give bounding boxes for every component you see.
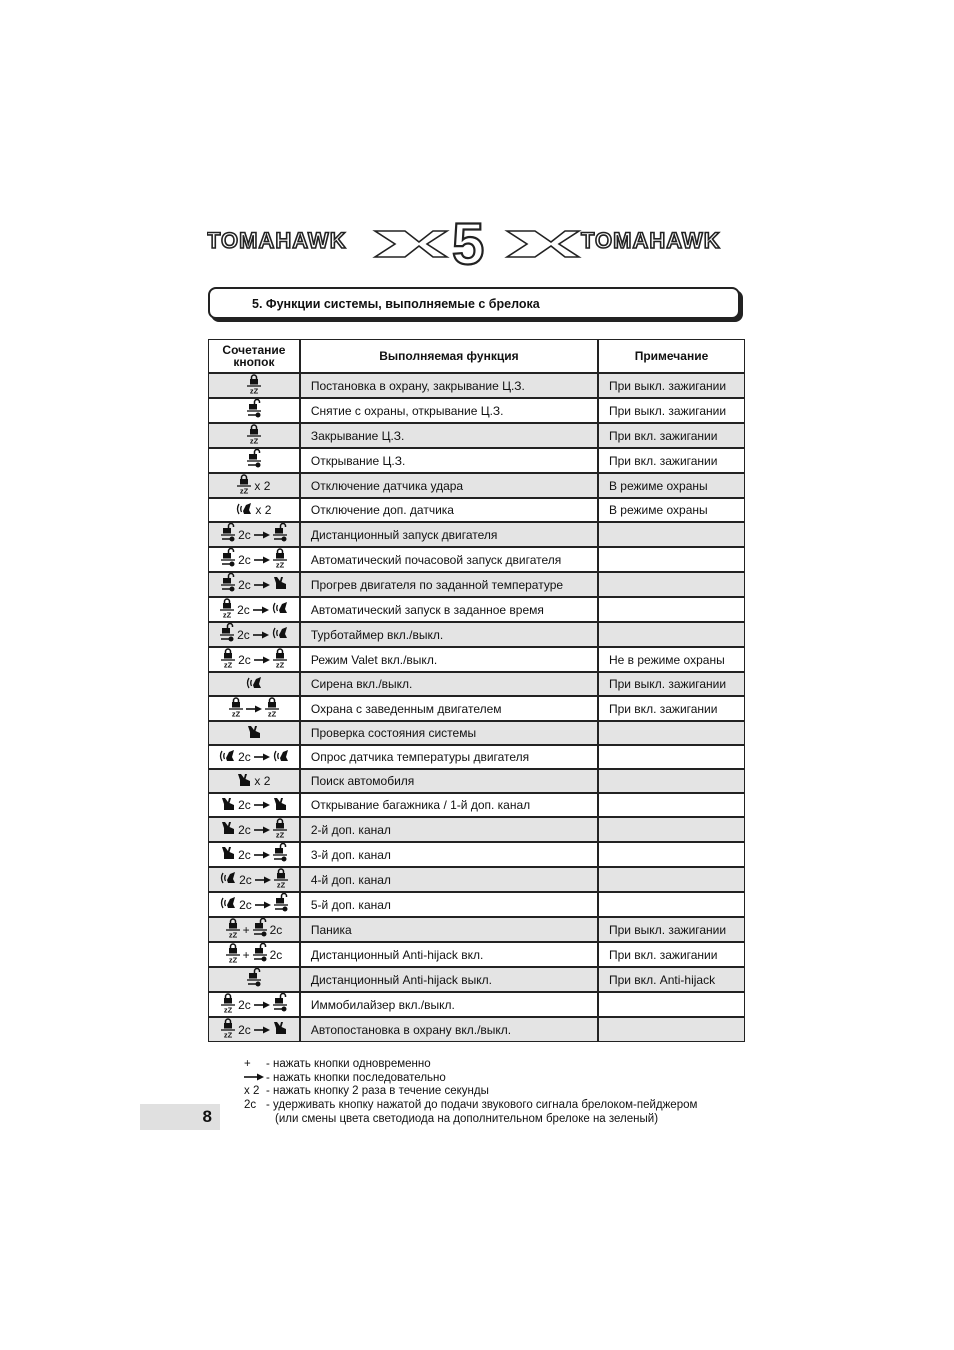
note-cell [598, 992, 745, 1017]
combo-token: + [242, 947, 250, 962]
combo-token: x 2 [254, 774, 271, 788]
note-cell [598, 721, 745, 745]
unlock-key-icon [221, 573, 235, 596]
function-cell: Прогрев двигателя по заданной температуре [300, 572, 598, 597]
combo-token: 2c [238, 798, 251, 812]
legend [244, 1058, 697, 1127]
tomahawk-logo [207, 218, 747, 268]
button-combination-cell [208, 572, 300, 597]
svg-text:zZ: zZ [249, 436, 259, 444]
button-combination-cell [208, 967, 300, 992]
combo-token: 2c [239, 897, 252, 912]
combo-token: x 2 [254, 478, 271, 493]
button-combination-cell [208, 448, 300, 473]
arrow-right-icon [254, 848, 270, 862]
lock-zz-icon [229, 697, 243, 720]
arrow-right-icon [253, 603, 269, 617]
trunk-car-icon [221, 821, 235, 838]
arrow-right-icon [255, 898, 271, 912]
note-cell: При вкл. зажигании [598, 448, 745, 473]
button-combination-cell [208, 793, 300, 817]
note-cell [598, 867, 745, 892]
function-cell: Дистанционный Anti-hijack выкл. [300, 967, 598, 992]
lock-zz-icon [221, 1018, 235, 1041]
legend-arrow-text: - нажать кнопки последовательно [266, 1071, 446, 1084]
button-combination [247, 374, 261, 397]
button-combination-cell [208, 721, 300, 745]
logo-x-left [375, 231, 447, 257]
lock-zz-icon [273, 818, 287, 841]
page-number: 8 [202, 1107, 212, 1126]
legend-x2-symbol: x 2 [244, 1085, 260, 1098]
unlock-key-icon [220, 623, 234, 646]
function-cell: Охрана с заведенным двигателем [300, 696, 598, 721]
table-row [208, 522, 745, 547]
siren-icon [219, 749, 235, 766]
note-cell [598, 842, 745, 867]
note-cell: При выкл. зажигании [598, 398, 745, 423]
arrow-right-icon [253, 628, 269, 642]
svg-text:zZ: zZ [276, 880, 285, 888]
note-cell: При вкл. Anti-hijack [598, 967, 745, 992]
combo-token: 2c [238, 577, 251, 592]
function-cell: 4-й доп. канал [300, 867, 598, 892]
button-combination [221, 648, 287, 671]
svg-text:zZ: zZ [228, 930, 237, 938]
function-cell: Проверка состояния системы [300, 721, 598, 745]
table-row [208, 547, 745, 572]
combo-token: 2c [269, 947, 283, 962]
button-combination [247, 449, 261, 472]
note-cell [598, 769, 745, 793]
arrow-right-icon [254, 998, 270, 1012]
button-combination-cell [208, 817, 300, 842]
lock-zz-icon [274, 868, 288, 891]
combo-token: 2c [269, 922, 283, 937]
function-cell: 2-й доп. канал [300, 817, 598, 842]
svg-text:zZ: zZ [249, 386, 259, 394]
arrow-right-icon [254, 578, 270, 592]
button-combination-cell [208, 745, 300, 769]
table-row [208, 992, 745, 1017]
legend-arrow [244, 1072, 697, 1086]
lock-zz-icon [237, 474, 251, 497]
lock-zz-icon [247, 374, 261, 397]
arrow-right-icon [254, 528, 270, 542]
unlock-key-icon [247, 449, 261, 472]
note-cell: При выкл. зажигании [598, 917, 745, 942]
button-combination [220, 598, 288, 621]
svg-text:zZ: zZ [231, 709, 241, 717]
lock-zz-icon [221, 993, 235, 1016]
legend-hold-text: - удерживать кнопку нажатой до подачи звукового сигнала брелоком-пейджером [266, 1099, 698, 1112]
combo-token: 2c [239, 872, 252, 887]
combo-token: 2c [238, 750, 251, 764]
trunk-car-icon [221, 797, 235, 814]
legend-hold-text-2: (или смены цвета светодиода на дополнительном брелоке на зеленый) [275, 1112, 659, 1125]
button-combination-cell [208, 867, 300, 892]
button-combination [220, 868, 288, 891]
button-combination [247, 399, 261, 422]
function-cell: Дистанционный запуск двигателя [300, 522, 598, 547]
note-cell: При вкл. зажигании [598, 942, 745, 967]
svg-text:zZ: zZ [240, 486, 249, 494]
button-combination-cell [208, 696, 300, 721]
table-body [208, 373, 745, 1042]
arrow-right-icon [244, 1072, 266, 1086]
legend-hold [244, 1099, 697, 1113]
svg-text:zZ: zZ [275, 660, 284, 668]
note-cell: В режиме охраны [598, 498, 745, 522]
trunk-car-icon [273, 797, 287, 814]
combo-token: 2c [238, 527, 251, 542]
table-row [208, 398, 745, 423]
lock-zz-icon [273, 648, 287, 671]
button-combination [221, 993, 287, 1016]
table-row [208, 793, 745, 817]
lock-zz-icon [220, 598, 234, 621]
table-row [208, 817, 745, 842]
header-function: Выполняемая функция [300, 339, 598, 373]
button-combination-cell [208, 547, 300, 572]
button-combination [246, 676, 262, 693]
button-combination-cell [208, 892, 300, 917]
button-combination [221, 573, 287, 596]
lock-zz-icon [226, 943, 240, 966]
button-combination-cell [208, 373, 300, 398]
arrow-right-icon [254, 653, 270, 667]
legend-hold-symbol: 2c [244, 1099, 257, 1112]
button-combination [221, 818, 287, 841]
button-combination-cell [208, 769, 300, 793]
unlock-key-icon [247, 968, 261, 991]
function-cell: Иммобилайзер вкл./выкл. [300, 992, 598, 1017]
trunk-car-icon [273, 1021, 287, 1038]
page-number-tab [140, 1104, 220, 1130]
button-combination [236, 502, 271, 519]
arrow-right-icon [255, 873, 271, 887]
table-row [208, 842, 745, 867]
table-row [208, 696, 745, 721]
button-combination [221, 523, 287, 546]
section-title: 5. Функции системы, выполняемые с брелока [252, 297, 540, 311]
function-cell: Турботаймер вкл./выкл. [300, 622, 598, 647]
arrow-right-icon [254, 823, 270, 837]
function-cell: Открывание Ц.З. [300, 448, 598, 473]
logo-model: 5 [452, 218, 485, 268]
combo-token: 2c [238, 997, 251, 1012]
button-combination [237, 773, 270, 790]
function-cell: Открывание багажника / 1-й доп. канал [300, 793, 598, 817]
combo-token: 2c [238, 822, 251, 837]
svg-text:zZ: zZ [228, 955, 237, 963]
svg-text:zZ: zZ [223, 660, 233, 668]
section-heading-box [208, 287, 740, 319]
header-combo: Сочетание кнопок [208, 339, 300, 373]
button-combination [221, 1018, 287, 1041]
table-row [208, 867, 745, 892]
lock-zz-icon [265, 697, 279, 720]
table-row [208, 745, 745, 769]
lock-zz-icon [247, 424, 261, 447]
button-combination [247, 968, 261, 991]
combo-token: 2c [237, 602, 250, 617]
table-row [208, 672, 745, 696]
button-combination-cell [208, 398, 300, 423]
legend-plus-symbol: + [244, 1058, 251, 1070]
button-combination [226, 943, 283, 966]
logo-brand-right: TOMAHAWK [581, 228, 721, 253]
function-cell: Сирена вкл./выкл. [300, 672, 598, 696]
button-combination-cell [208, 672, 300, 696]
note-cell [598, 793, 745, 817]
arrow-right-icon [254, 553, 270, 567]
combo-token: 2c [238, 652, 251, 667]
lock-zz-icon [226, 918, 240, 941]
lock-zz-icon [221, 648, 235, 671]
function-cell: Опрос датчика температуры двигателя [300, 745, 598, 769]
function-cell: 5-й доп. канал [300, 892, 598, 917]
functions-table [208, 339, 745, 1042]
button-combination-cell [208, 522, 300, 547]
note-cell [598, 817, 745, 842]
table-row [208, 473, 745, 498]
combo-token: 2c [237, 627, 250, 642]
note-cell: Не в режиме охраны [598, 647, 745, 672]
svg-text:zZ: zZ [223, 1005, 233, 1013]
button-combination [229, 697, 279, 720]
table-row [208, 597, 745, 622]
note-cell [598, 622, 745, 647]
note-cell [598, 547, 745, 572]
legend-plus-text: - нажать кнопки одновременно [266, 1058, 431, 1070]
unlock-key-icon [273, 843, 287, 866]
button-combination-cell [208, 1017, 300, 1042]
combo-token: 2c [238, 1022, 251, 1037]
function-cell: 3-й доп. канал [300, 842, 598, 867]
function-cell: Автоматический запуск в заданное время [300, 597, 598, 622]
note-cell: В режиме охраны [598, 473, 745, 498]
lock-zz-icon [273, 548, 287, 571]
unlock-key-icon [221, 523, 235, 546]
arrow-right-icon [254, 750, 270, 764]
combo-token: 2c [238, 552, 251, 567]
unlock-key-icon [221, 548, 235, 571]
trunk-car-icon [247, 725, 261, 742]
table-row [208, 917, 745, 942]
function-cell: Режим Valet вкл./выкл. [300, 647, 598, 672]
table-row [208, 622, 745, 647]
legend-plus [244, 1058, 697, 1072]
trunk-car-icon [237, 773, 251, 790]
button-combination-cell [208, 647, 300, 672]
function-cell: Дистанционный Anti-hijack вкл. [300, 942, 598, 967]
button-combination-cell [208, 992, 300, 1017]
note-cell: При выкл. зажигании [598, 373, 745, 398]
trunk-car-icon [221, 846, 235, 863]
note-cell [598, 597, 745, 622]
svg-text:zZ: zZ [223, 1030, 233, 1038]
siren-icon [220, 896, 236, 913]
note-cell [598, 745, 745, 769]
note-cell [598, 892, 745, 917]
combo-token: 2c [238, 847, 251, 862]
table-row [208, 721, 745, 745]
arrow-right-icon [254, 798, 270, 812]
table-row [208, 373, 745, 398]
unlock-key-icon [274, 893, 288, 916]
combo-token: x 2 [255, 503, 272, 517]
unlock-key-icon [247, 399, 261, 422]
table-row [208, 498, 745, 522]
siren-icon [273, 749, 289, 766]
button-combination [247, 424, 261, 447]
button-combination-cell [208, 842, 300, 867]
table-row [208, 572, 745, 597]
combo-token: + [242, 922, 250, 937]
button-combination-cell [208, 423, 300, 448]
siren-icon [246, 676, 262, 693]
function-cell: Закрывание Ц.З. [300, 423, 598, 448]
function-cell: Автопостановка в охрану вкл./выкл. [300, 1017, 598, 1042]
button-combination-cell [208, 597, 300, 622]
siren-icon [236, 502, 252, 519]
arrow-right-icon [254, 1023, 270, 1037]
note-cell: При выкл. зажигании [598, 672, 745, 696]
arrow-right-icon [246, 702, 262, 716]
siren-icon [272, 626, 288, 643]
logo-brand-left: TOMAHAWK [207, 228, 347, 253]
table-row [208, 448, 745, 473]
trunk-car-icon [273, 576, 287, 593]
button-combination-cell [208, 622, 300, 647]
logo-x-right [507, 231, 579, 257]
note-cell [598, 572, 745, 597]
header-note: Примечание [598, 339, 745, 373]
function-cell: Постановка в охрану, закрывание Ц.З. [300, 373, 598, 398]
unlock-key-icon [253, 918, 267, 941]
svg-text:zZ: zZ [222, 610, 232, 618]
siren-icon [272, 601, 288, 618]
function-cell: Снятие с охраны, открывание Ц.З. [300, 398, 598, 423]
unlock-key-icon [273, 993, 287, 1016]
legend-hold-continued [244, 1113, 697, 1127]
table-row [208, 423, 745, 448]
function-cell: Автоматический почасовой запуск двигателя [300, 547, 598, 572]
button-combination-cell [208, 942, 300, 967]
button-combination [221, 797, 287, 814]
button-combination [219, 749, 289, 766]
button-combination [237, 474, 270, 497]
unlock-key-icon [273, 523, 287, 546]
legend-x2 [244, 1085, 697, 1099]
siren-icon [220, 871, 236, 888]
table-row [208, 647, 745, 672]
button-combination [220, 893, 288, 916]
svg-text:zZ: zZ [275, 560, 284, 568]
button-combination [221, 548, 287, 571]
button-combination [247, 725, 261, 742]
button-combination [226, 918, 283, 941]
function-cell: Паника [300, 917, 598, 942]
unlock-key-icon [253, 943, 267, 966]
table-row [208, 942, 745, 967]
note-cell [598, 1017, 745, 1042]
table-header-row [208, 339, 745, 373]
svg-text:zZ: zZ [267, 709, 277, 717]
note-cell: При вкл. зажигании [598, 696, 745, 721]
table-row [208, 892, 745, 917]
function-cell: Поиск автомобиля [300, 769, 598, 793]
note-cell: При вкл. зажигании [598, 423, 745, 448]
function-cell: Отключение датчика удара [300, 473, 598, 498]
legend-x2-text: - нажать кнопку 2 раза в течение секунды [266, 1085, 489, 1098]
table-row [208, 1017, 745, 1042]
table-row [208, 769, 745, 793]
function-cell: Отключение доп. датчика [300, 498, 598, 522]
button-combination-cell [208, 498, 300, 522]
svg-text:zZ: zZ [275, 830, 284, 838]
button-combination-cell [208, 917, 300, 942]
note-cell [598, 522, 745, 547]
button-combination [221, 843, 287, 866]
table-row [208, 967, 745, 992]
button-combination [220, 623, 288, 646]
button-combination-cell [208, 473, 300, 498]
